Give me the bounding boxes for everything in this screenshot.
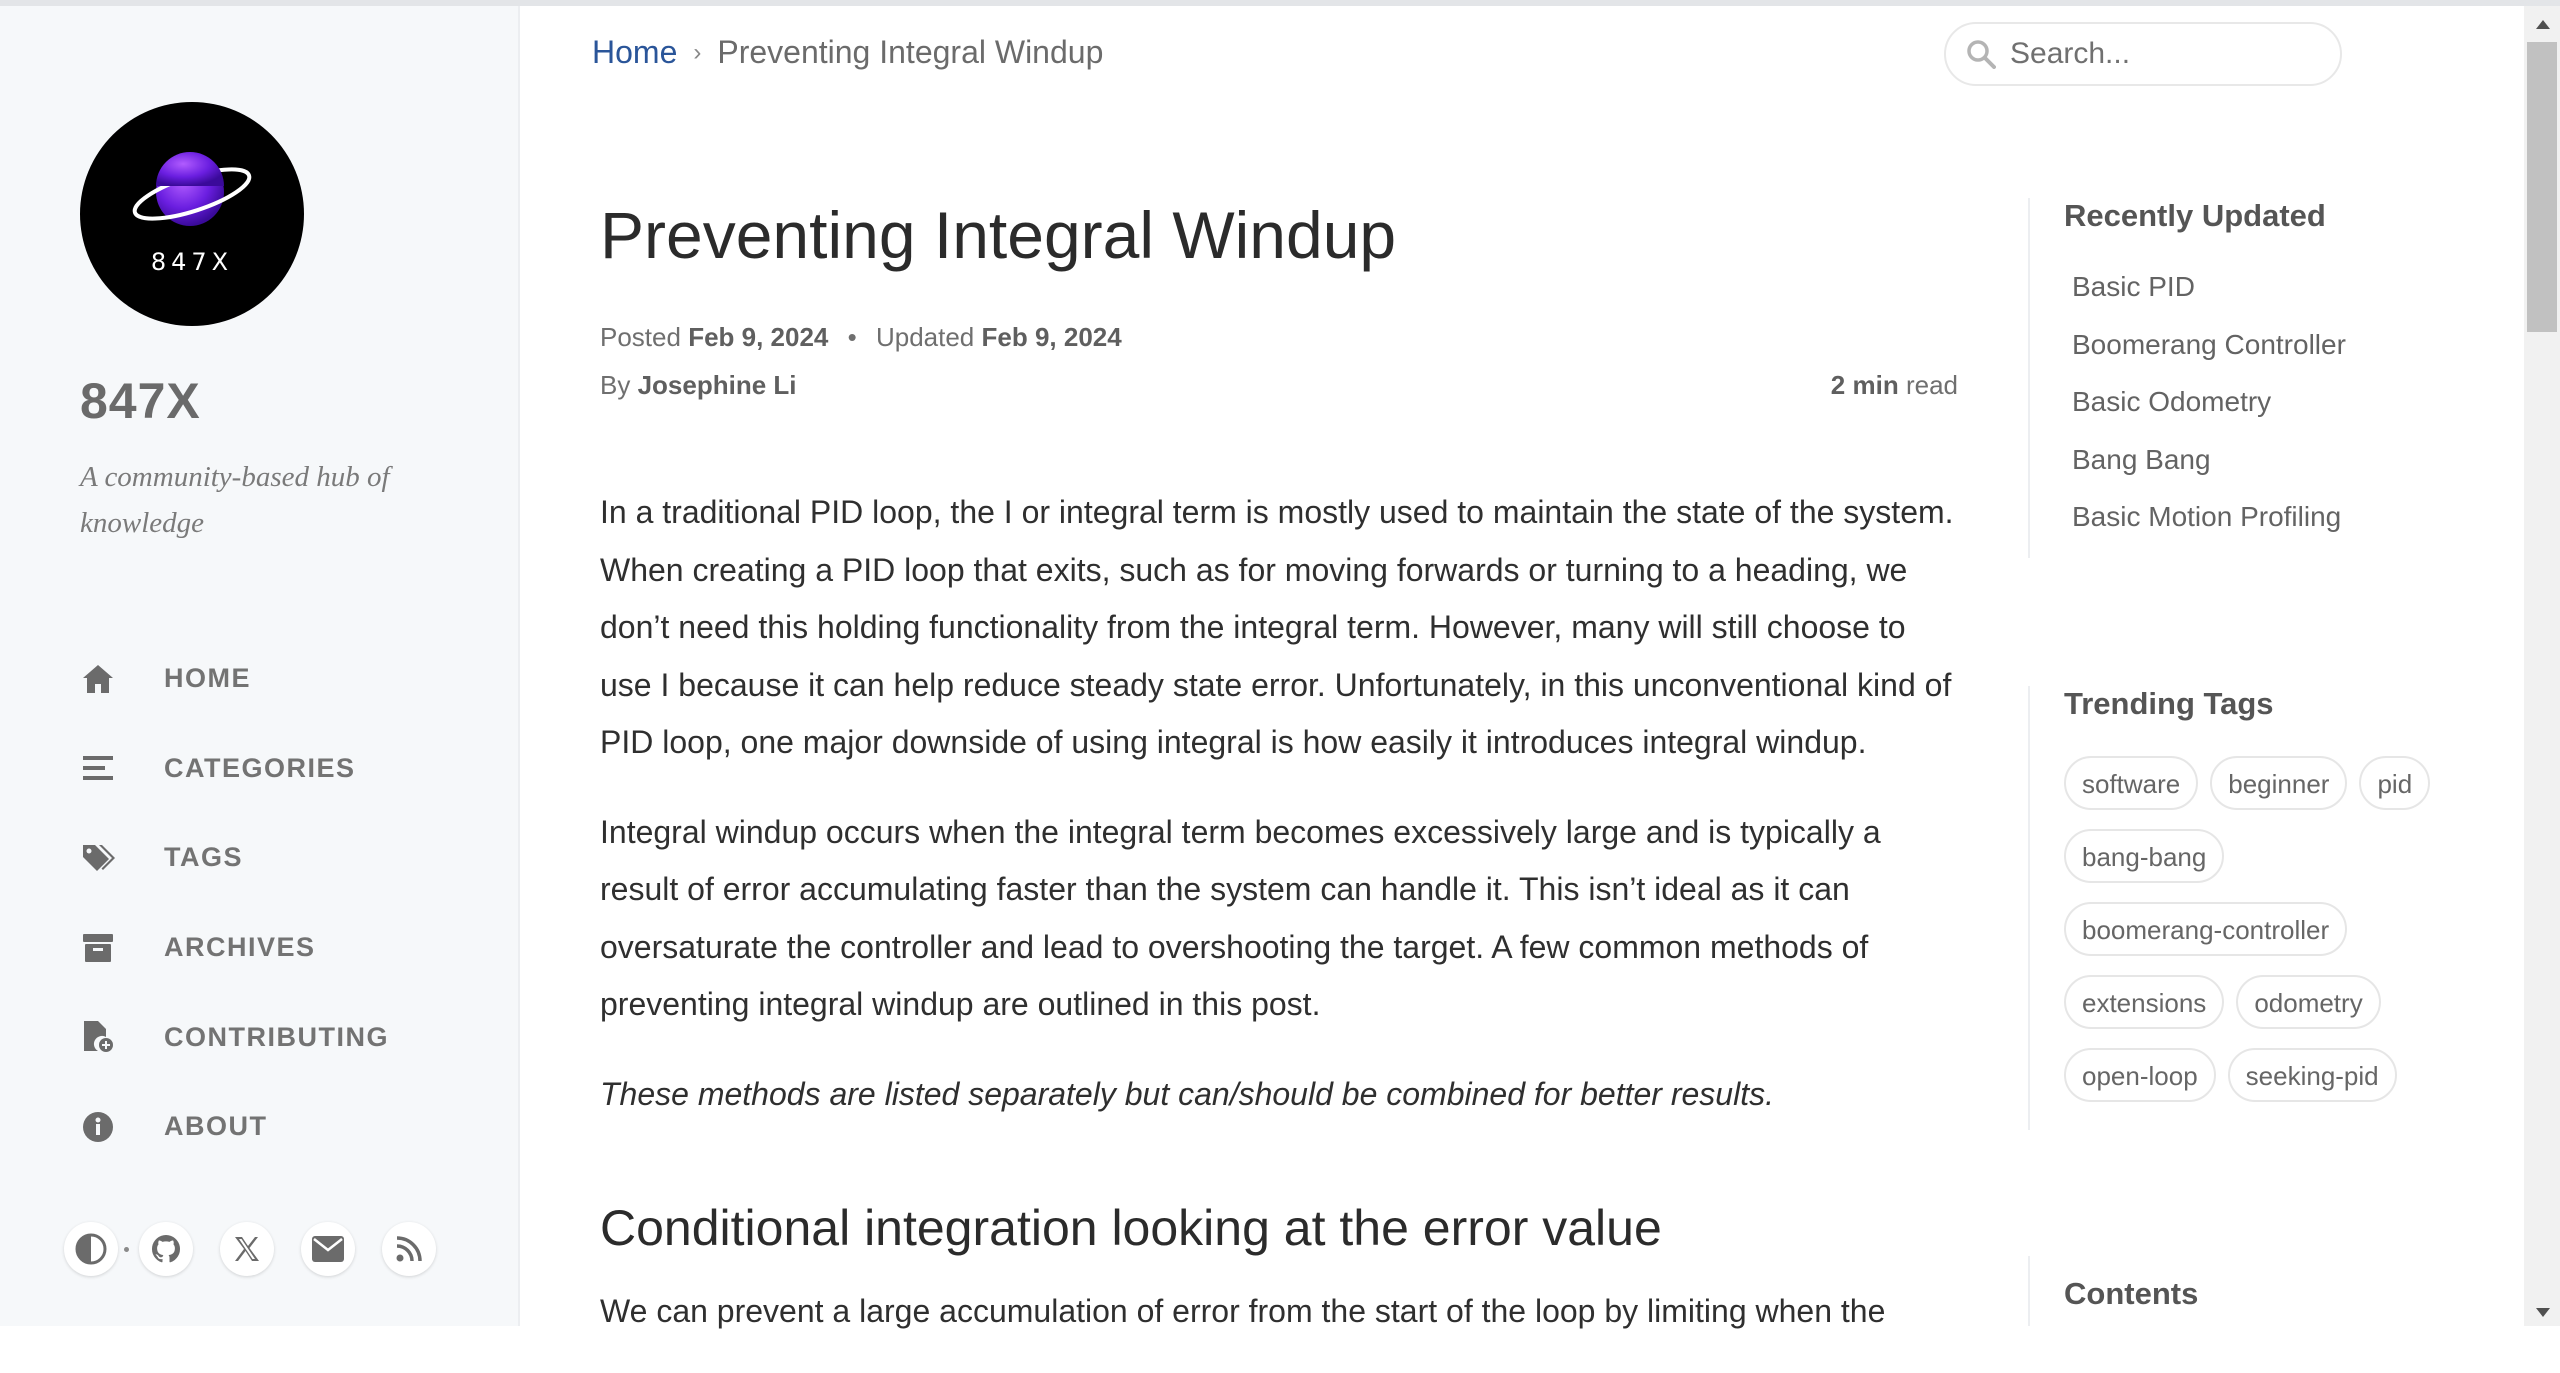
nav-item-home[interactable] <box>80 634 500 724</box>
read-time <box>1831 370 1958 401</box>
info-icon <box>80 1109 116 1145</box>
post-content <box>600 190 1960 1373</box>
search-box[interactable] <box>1944 22 2342 86</box>
svg-text:847X: 847X <box>150 248 234 276</box>
nav-label: TAGS <box>164 842 243 873</box>
sidebar-nav <box>80 634 500 1172</box>
github-button[interactable] <box>139 1222 193 1276</box>
archive-icon <box>80 930 116 966</box>
post-author <box>600 370 797 401</box>
updated-label: Updated <box>875 322 975 352</box>
contents-title: Contents <box>2064 1276 2199 1311</box>
nav-item-about[interactable] <box>80 1082 500 1172</box>
nav-item-tags[interactable] <box>80 813 500 903</box>
recently-updated-title: Recently Updated <box>2064 198 2326 233</box>
tag-boomerang-controller[interactable]: boomerang-controller <box>2064 902 2347 956</box>
nav-label: CONTRIBUTING <box>164 1021 389 1052</box>
section-heading[interactable]: Conditional integration looking at the error value <box>600 1200 1662 1256</box>
breadcrumb-current: Preventing Integral Windup <box>717 34 1104 70</box>
tag-odometry[interactable]: odometry <box>2236 975 2380 1029</box>
tag-beginner[interactable]: beginner <box>2210 756 2347 810</box>
recent-post-link[interactable]: Boomerang Controller <box>2072 328 2346 360</box>
tags-icon <box>80 840 116 876</box>
scrollbar-thumb[interactable] <box>2527 42 2557 332</box>
tag-open-loop[interactable]: open-loop <box>2064 1048 2216 1102</box>
meta-separator: • <box>847 322 857 352</box>
theme-toggle-button[interactable] <box>64 1222 118 1276</box>
by-label: By <box>600 370 631 400</box>
theme-toggle-icon <box>74 1232 108 1266</box>
recent-post-link[interactable]: Bang Bang <box>2072 443 2211 475</box>
github-icon <box>150 1233 182 1265</box>
email-button[interactable] <box>301 1222 355 1276</box>
site-title[interactable]: 847X <box>80 373 201 429</box>
tag-pid[interactable]: pid <box>2359 756 2430 810</box>
post-body <box>600 484 1960 1341</box>
note-paragraph: These methods are listed separately but can/should be combined for better results. <box>600 1075 1774 1112</box>
breadcrumb-home-link[interactable]: Home <box>592 34 678 70</box>
paragraph: We can prevent a large accumulation of error from the start of the loop by limiting when the <box>600 1293 1886 1329</box>
email-icon <box>312 1236 344 1262</box>
trending-tags-panel <box>2028 686 2450 1130</box>
nav-item-contributing[interactable] <box>80 992 500 1082</box>
site-subtitle: A community-based hub of knowledge <box>80 461 390 539</box>
site-avatar[interactable] <box>80 102 304 326</box>
recent-post-link[interactable]: Basic PID <box>2072 271 2195 302</box>
tag-software[interactable]: software <box>2064 756 2198 810</box>
recent-post-link[interactable]: Basic Motion Profiling <box>2072 501 2342 532</box>
recently-updated-list <box>2030 258 2450 546</box>
topbar <box>520 6 2524 104</box>
post-dates <box>600 322 1122 353</box>
page-scrollbar[interactable] <box>2524 6 2560 1326</box>
rss-button[interactable] <box>382 1222 436 1276</box>
recently-updated-panel <box>2028 198 2450 558</box>
paragraph: Integral windup occurs when the integral term becomes excessively large and is typically a result of error accumulating faster than the system can handle it. This isn’t ideal as it can oversaturate the controller and lead to overshooting the target. A few common methods of preventing integral windup are outlined in this post. <box>600 813 1881 1022</box>
nav-label: ABOUT <box>164 1111 268 1142</box>
x-twitter-button[interactable] <box>220 1222 274 1276</box>
read-time-label: read <box>1905 370 1958 400</box>
paragraph: In a traditional PID loop, the I or integral term is mostly used to maintain the state of the system. When creating a PID loop that exits, such as for moving forwards or turning to a heading, we don’t need this holding functionality from the integral term. However, many will still choose to use I because it can help reduce steady state error. Unfortunately, in this unconventional kind of PID loop, one major downside of using integral is how easily it introduces integral windup. <box>600 494 1954 760</box>
tag-seeking-pid[interactable]: seeking-pid <box>2228 1048 2397 1102</box>
search-input[interactable] <box>2008 36 2332 72</box>
author-name: Josephine Li <box>637 370 797 400</box>
nav-label: CATEGORIES <box>164 752 356 783</box>
breadcrumb <box>592 34 1103 71</box>
nav-label: HOME <box>164 663 251 694</box>
home-icon <box>80 661 116 697</box>
post-meta <box>600 322 1960 422</box>
planet-logo-icon <box>80 102 304 326</box>
recent-post-link[interactable]: Basic Odometry <box>2072 386 2272 417</box>
x-icon <box>233 1235 261 1263</box>
scroll-down-arrow-icon[interactable] <box>2536 1308 2550 1317</box>
sidebar <box>0 6 520 1326</box>
posted-label: Posted <box>600 322 681 352</box>
sidebar-bottom-links <box>64 1222 463 1276</box>
tag-list <box>2064 756 2464 1121</box>
updated-date: Feb 9, 2024 <box>981 322 1122 352</box>
rss-icon <box>395 1235 423 1263</box>
post-title: Preventing Integral Windup <box>600 198 1397 272</box>
posted-date: Feb 9, 2024 <box>688 322 829 352</box>
separator-dot <box>124 1247 129 1252</box>
tag-extensions[interactable]: extensions <box>2064 975 2224 1029</box>
nav-label: ARCHIVES <box>164 932 316 963</box>
read-time-value: 2 min <box>1830 370 1899 400</box>
nav-item-archives[interactable] <box>80 903 500 993</box>
tag-bang-bang[interactable]: bang-bang <box>2064 829 2224 883</box>
breadcrumb-separator: › <box>693 38 702 66</box>
file-plus-icon <box>80 1019 116 1055</box>
nav-item-categories[interactable] <box>80 724 500 814</box>
search-icon <box>1964 37 1998 71</box>
table-of-contents-panel <box>2028 1256 2450 1326</box>
list-icon <box>80 750 116 786</box>
scroll-up-arrow-icon[interactable] <box>2536 20 2550 29</box>
trending-tags-title: Trending Tags <box>2064 686 2274 721</box>
